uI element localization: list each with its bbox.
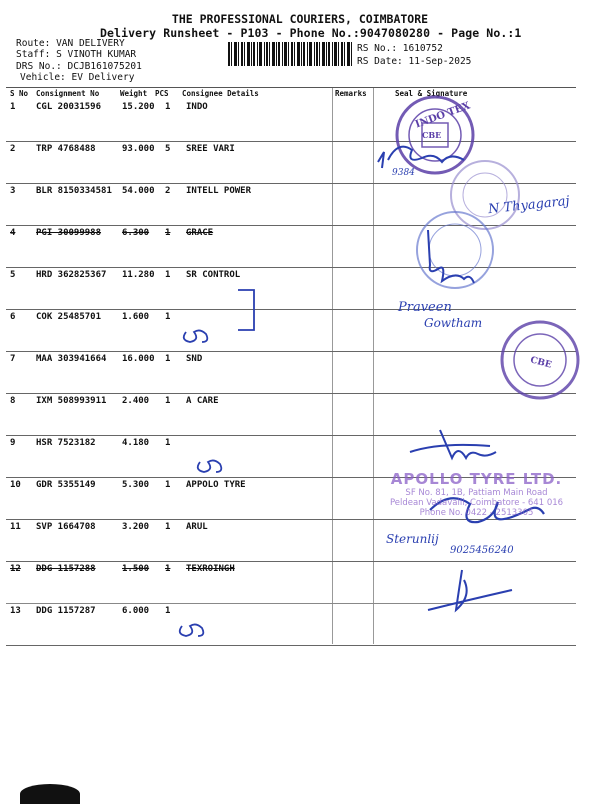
row-consignee: SND bbox=[186, 354, 203, 364]
staff-label: Staff: bbox=[16, 49, 51, 60]
row-pcs: 1 bbox=[165, 396, 171, 406]
col-header-sno: S No bbox=[10, 89, 29, 98]
vehicle-label: Vehicle: bbox=[20, 72, 66, 83]
row-consignment-no: DDG 1157287 bbox=[36, 606, 96, 616]
row3-signature-text: N Thyagaraj bbox=[487, 193, 571, 218]
row6-signature-line2: Gowtham bbox=[424, 316, 483, 330]
col-header-seal-signature: Seal & Signature bbox=[395, 89, 468, 98]
row-sno: 7 bbox=[10, 354, 16, 364]
row-sno: 4 bbox=[10, 228, 16, 238]
barcode bbox=[228, 42, 352, 66]
row-pcs: 1 bbox=[165, 606, 171, 616]
drs-line bbox=[16, 61, 142, 72]
row-consignee: INTELL POWER bbox=[186, 186, 252, 196]
col-header-consignment: Consignment No bbox=[36, 89, 100, 98]
row9-handwritten-mark bbox=[198, 460, 222, 472]
drs-label: DRS No.: bbox=[16, 61, 62, 72]
row-pcs: 1 bbox=[165, 564, 171, 574]
row-weight: 11.280 bbox=[122, 270, 155, 280]
apollo-tyre-stamp bbox=[384, 470, 569, 518]
apollo-stamp-address-2: Peldean Vadavalli, Coimbatore - 641 016 bbox=[389, 498, 564, 508]
row-pcs: 2 bbox=[165, 186, 171, 196]
row-consignee: INDO bbox=[186, 102, 208, 112]
bracket-mark bbox=[238, 290, 254, 330]
table-top-rule bbox=[6, 87, 576, 88]
route-value: VAN DELIVERY bbox=[56, 38, 125, 49]
vehicle-line bbox=[20, 72, 134, 83]
row4-faded-stamp bbox=[417, 212, 493, 288]
row-consignment-no: BLR 8150334581 bbox=[36, 186, 112, 196]
row-weight: 4.180 bbox=[122, 438, 150, 448]
row-consignee: GRACE bbox=[186, 228, 214, 238]
row-weight: 3.200 bbox=[122, 522, 150, 532]
row-weight: 5.300 bbox=[122, 480, 150, 490]
company-title: THE PROFESSIONAL COURIERS, COIMBATORE bbox=[171, 12, 429, 26]
row-sno: 6 bbox=[10, 312, 16, 322]
row-pcs: 5 bbox=[165, 144, 171, 154]
row-sno: 3 bbox=[10, 186, 16, 196]
apollo-stamp-name: APOLLO TYRE LTD. bbox=[390, 470, 563, 488]
row1-handwritten-number: 9384 bbox=[392, 168, 415, 178]
row-sno: 8 bbox=[10, 396, 16, 406]
row-pcs: 1 bbox=[165, 228, 171, 238]
row3-faded-stamp bbox=[451, 161, 519, 229]
col-header-weight: Weight bbox=[120, 89, 148, 98]
row-consignment-no: IXM 508993911 bbox=[36, 396, 107, 406]
route-line bbox=[16, 38, 125, 49]
row-sno: 2 bbox=[10, 144, 16, 154]
row-consignment-no: PGI 30099988 bbox=[36, 228, 102, 238]
row-weight: 1.500 bbox=[122, 564, 150, 574]
row-sno: 9 bbox=[10, 438, 16, 448]
row-pcs: 1 bbox=[165, 480, 171, 490]
row-consignment-no: CGL 20031596 bbox=[36, 102, 102, 112]
col-header-pcs: PCS bbox=[155, 89, 169, 98]
row-consignee: SREE VARI bbox=[186, 144, 235, 154]
row-consignment-no: TRP 4768488 bbox=[36, 144, 96, 154]
row-pcs: 1 bbox=[165, 102, 171, 112]
row6-handwritten-mark bbox=[184, 330, 208, 342]
row-consignee: ARUL bbox=[186, 522, 208, 532]
row-pcs: 1 bbox=[165, 312, 171, 322]
row6-signature-line1: Praveen bbox=[398, 300, 452, 315]
row-consignment-no: GDR 5355149 bbox=[36, 480, 96, 490]
row-weight: 6.300 bbox=[122, 228, 150, 238]
row1-signature bbox=[378, 147, 464, 168]
drs-value: DCJB161075201 bbox=[67, 61, 142, 72]
route-label: Route: bbox=[16, 38, 51, 49]
row-sno: 10 bbox=[10, 480, 21, 490]
rs-number: RS No.: 1610752 bbox=[357, 43, 443, 54]
row-pcs: 1 bbox=[165, 522, 171, 532]
row-consignment-no: DDG 1157288 bbox=[36, 564, 96, 574]
indo-stamp-city: CBE bbox=[422, 130, 442, 140]
consignee-handwritten-marks bbox=[178, 90, 328, 650]
row-weight: 6.000 bbox=[122, 606, 150, 616]
row-weight: 1.600 bbox=[122, 312, 150, 322]
col-header-consignee: Consignee Details bbox=[182, 89, 259, 98]
indo-stamp-text: INDO TEX bbox=[413, 100, 472, 131]
row-consignment-no: SVP 1664708 bbox=[36, 522, 96, 532]
row-sno: 13 bbox=[10, 606, 21, 616]
vehicle-value: EV Delivery bbox=[71, 72, 135, 83]
row-consignment-no: HSR 7523182 bbox=[36, 438, 96, 448]
row-weight: 54.000 bbox=[122, 186, 155, 196]
row-weight: 15.200 bbox=[122, 102, 155, 112]
runsheet-subtitle: Delivery Runsheet - P103 - Phone No.:9047080280 - Page No.:1 bbox=[100, 26, 522, 40]
row13-handwritten-mark bbox=[180, 624, 204, 636]
row-consignment-no: COK 25485701 bbox=[36, 312, 102, 322]
row-pcs: 1 bbox=[165, 354, 171, 364]
row-sno: 12 bbox=[10, 564, 21, 574]
row-weight: 2.400 bbox=[122, 396, 150, 406]
apollo-stamp-phone: Phone No. 0422 - 2513305 bbox=[419, 508, 534, 518]
row7-stamp-text: CBE bbox=[529, 355, 553, 371]
row13-signature bbox=[428, 570, 512, 610]
row-weight: 93.000 bbox=[122, 144, 155, 154]
row-consignee: APPOLO TYRE bbox=[186, 480, 246, 490]
row-consignee: TEXROINGH bbox=[186, 564, 235, 574]
row11-signature-line2: 9025456240 bbox=[450, 545, 514, 556]
staff-value: S VINOTH KUMAR bbox=[56, 49, 137, 60]
row-consignee: A CARE bbox=[186, 396, 219, 406]
row-sno: 1 bbox=[10, 102, 16, 112]
row-pcs: 1 bbox=[165, 438, 171, 448]
row-weight: 16.000 bbox=[122, 354, 155, 364]
rs-date: RS Date: 11-Sep-2025 bbox=[357, 56, 472, 67]
row11-signature-line1: Sterunlij bbox=[386, 532, 439, 546]
row-pcs: 1 bbox=[165, 270, 171, 280]
scan-edge-blot bbox=[20, 784, 80, 804]
row-consignment-no: MAA 303941664 bbox=[36, 354, 107, 364]
col-header-remarks: Remarks bbox=[335, 89, 367, 98]
row-consignee: SR CONTROL bbox=[186, 270, 241, 280]
apollo-stamp-address-1: SF No. 81, 1B, Pattiam Main Road bbox=[405, 488, 548, 498]
row-sno: 5 bbox=[10, 270, 16, 280]
row-consignment-no: HRD 362825367 bbox=[36, 270, 107, 280]
row-sno: 11 bbox=[10, 522, 21, 532]
staff-line bbox=[16, 49, 136, 60]
row4-signature bbox=[428, 230, 474, 283]
